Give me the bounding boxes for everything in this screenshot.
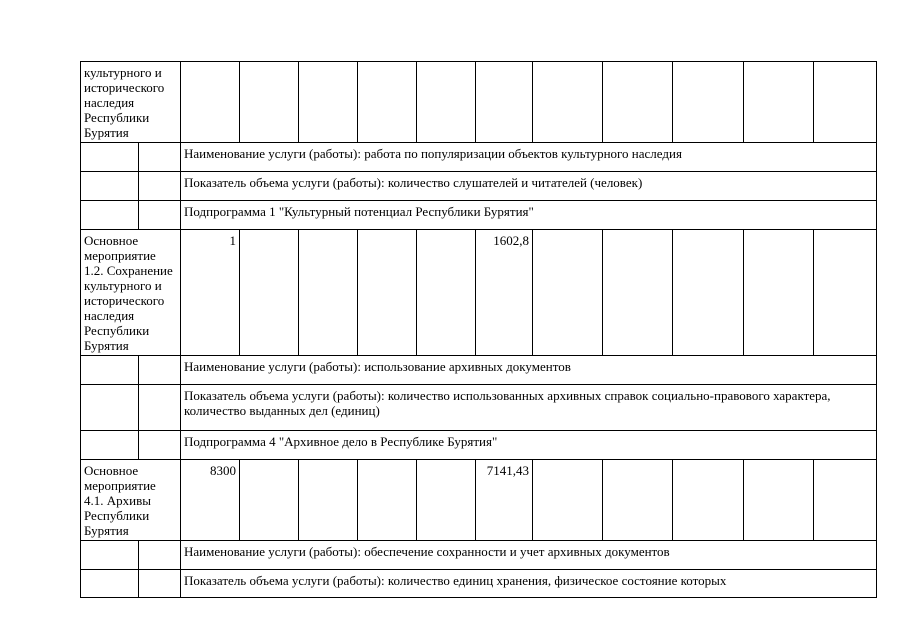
value-cell — [814, 230, 877, 356]
value-cell — [299, 62, 358, 143]
measure-name-cell: Основное мероприятие 4.1. Архивы Республики Бурятия — [81, 460, 181, 541]
value-cell — [673, 62, 744, 143]
value-cell: 8300 — [181, 460, 240, 541]
empty-cell — [81, 541, 139, 570]
value-cell — [603, 230, 673, 356]
value-cell — [744, 62, 814, 143]
value-cell — [240, 460, 299, 541]
empty-cell — [81, 201, 139, 230]
empty-cell — [81, 570, 139, 598]
volume-indicator-cell: Показатель объема услуги (работы): количество единиц хранения, физическое состояние которых — [181, 570, 877, 598]
value-cell — [476, 62, 533, 143]
services-table — [80, 61, 877, 598]
value-cell — [299, 230, 358, 356]
table-row — [81, 172, 877, 201]
table-row — [81, 62, 877, 143]
value-cell — [358, 460, 417, 541]
measure-name-cell: культурного и исторического наследия Республики Бурятия — [81, 62, 181, 143]
table-row — [81, 230, 877, 356]
value-cell — [358, 230, 417, 356]
table-row — [81, 431, 877, 460]
value-cell — [603, 62, 673, 143]
value-cell — [533, 62, 603, 143]
value-cell: 1 — [181, 230, 240, 356]
value-cell — [814, 62, 877, 143]
empty-cell — [139, 356, 181, 385]
value-cell — [417, 62, 476, 143]
volume-indicator-cell: Показатель объема услуги (работы): количество использованных архивных справок социально-правового характера, количество выданных дел (единиц) — [181, 385, 877, 431]
empty-cell — [81, 431, 139, 460]
empty-cell — [139, 172, 181, 201]
empty-cell — [81, 356, 139, 385]
value-cell — [181, 62, 240, 143]
service-name-cell: Наименование услуги (работы): обеспечение сохранности и учет архивных документов — [181, 541, 877, 570]
value-cell — [240, 230, 299, 356]
value-cell — [603, 460, 673, 541]
table-row — [81, 143, 877, 172]
value-cell: 7141,43 — [476, 460, 533, 541]
value-cell: 1602,8 — [476, 230, 533, 356]
table-row — [81, 201, 877, 230]
value-cell — [744, 230, 814, 356]
value-cell — [533, 460, 603, 541]
value-cell — [673, 230, 744, 356]
empty-cell — [81, 143, 139, 172]
value-cell — [417, 460, 476, 541]
measure-name-cell: Основное мероприятие 1.2. Сохранение культурного и исторического наследия Республики Бурятия — [81, 230, 181, 356]
value-cell — [533, 230, 603, 356]
empty-cell — [139, 570, 181, 598]
service-name-cell: Наименование услуги (работы): использование архивных документов — [181, 356, 877, 385]
subprogram-cell: Подпрограмма 4 "Архивное дело в Республике Бурятия" — [181, 431, 877, 460]
value-cell — [240, 62, 299, 143]
table-row — [81, 570, 877, 598]
table-row — [81, 460, 877, 541]
empty-cell — [139, 143, 181, 172]
value-cell — [299, 460, 358, 541]
empty-cell — [139, 201, 181, 230]
value-cell — [673, 460, 744, 541]
value-cell — [417, 230, 476, 356]
value-cell — [744, 460, 814, 541]
value-cell — [814, 460, 877, 541]
empty-cell — [139, 541, 181, 570]
empty-cell — [139, 385, 181, 431]
empty-cell — [139, 431, 181, 460]
subprogram-cell: Подпрограмма 1 "Культурный потенциал Республики Бурятия" — [181, 201, 877, 230]
table-row — [81, 356, 877, 385]
empty-cell — [81, 385, 139, 431]
volume-indicator-cell: Показатель объема услуги (работы): количество слушателей и читателей (человек) — [181, 172, 877, 201]
service-name-cell: Наименование услуги (работы): работа по популяризации объектов культурного наследия — [181, 143, 877, 172]
empty-cell — [81, 172, 139, 201]
table-row — [81, 385, 877, 431]
value-cell — [358, 62, 417, 143]
table-row — [81, 541, 877, 570]
